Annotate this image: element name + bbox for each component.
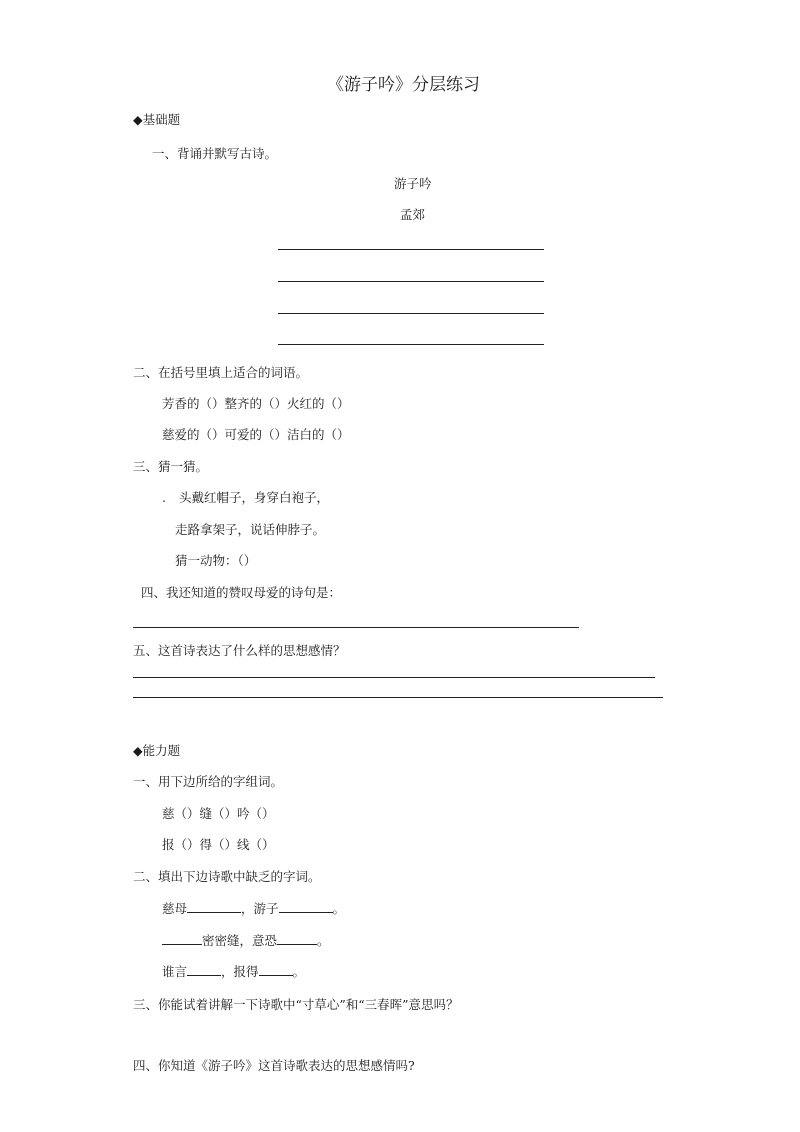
fill-blank[interactable] [279, 900, 333, 913]
basic-q2-prompt: 二、在括号里填上适合的词语。 [133, 365, 309, 380]
fill-blank[interactable] [187, 900, 241, 913]
basic-q5-answer-line-2[interactable] [133, 697, 663, 698]
basic-q5-answer-line-1[interactable] [133, 677, 655, 678]
riddle-answer: 猜一动物：（） [175, 553, 257, 568]
basic-q3-prompt: 三、猜一猜。 [133, 459, 209, 474]
adv-q2-l1-text-c: 。 [332, 901, 346, 916]
fill-blank[interactable] [259, 963, 293, 976]
poem-write-line-4[interactable] [278, 344, 544, 345]
adv-q1-prompt: 一、用下边所给的字组词。 [133, 774, 284, 789]
basic-q1-prompt: 一、背诵并默写古诗。 [152, 146, 278, 161]
basic-q4-prompt: 四、我还知道的赞叹母爱的诗句是： [141, 585, 342, 600]
basic-q4-answer-line[interactable] [133, 627, 579, 628]
poem-write-line-2[interactable] [278, 281, 544, 282]
adv-q2-line-2 [162, 932, 330, 949]
adv-q2-prompt: 二、填出下边诗歌中缺乏的字词。 [133, 869, 321, 884]
fill-blank[interactable] [187, 963, 221, 976]
adv-q2-l2-text-b: 密密缝，意恐 [202, 933, 278, 948]
adv-q3-prompt: 三、你能试着讲解一下诗歌中“寸草心”和“三春晖”意思吗？ [133, 997, 459, 1012]
poem-author: 孟郊 [400, 207, 426, 222]
adv-q2-l1-text-b: ，游子 [241, 901, 279, 916]
fill-blank[interactable] [277, 932, 317, 945]
adv-q2-l1-text-a: 慈母 [162, 901, 188, 916]
adv-q2-line-1 [162, 900, 345, 917]
basic-q2-row-1: 芳香的（）整齐的（）火红的（） [162, 396, 350, 411]
basic-q5-prompt: 五、这首诗表达了什么样的思想感情？ [133, 643, 346, 658]
section-heading-basic: ◆基础题 [133, 112, 181, 127]
adv-q1-row-2: 报（）得（）线（） [162, 837, 275, 852]
adv-q4-prompt: 四、你知道《游子吟》这首诗歌表达的思想感情吗? [133, 1058, 415, 1073]
adv-q2-l2-text-c: 。 [317, 933, 330, 948]
riddle-marker: . [162, 490, 166, 505]
adv-q1-row-1: 慈（）缝（）吟（） [162, 806, 275, 821]
adv-q2-l3-text-a: 谁言 [162, 964, 188, 979]
section-heading-advanced: ◆能力题 [133, 743, 181, 758]
poem-write-line-1[interactable] [278, 249, 544, 250]
poem-write-line-3[interactable] [278, 313, 544, 314]
fill-blank[interactable] [162, 932, 202, 945]
adv-q2-l3-text-b: ，报得 [221, 964, 259, 979]
adv-q2-line-3 [162, 963, 305, 980]
riddle-line-2: 走路拿架子，说话伸脖子。 [175, 522, 326, 537]
adv-q2-l3-text-c: 。 [292, 964, 306, 979]
poem-title: 游子吟 [394, 176, 432, 191]
riddle-line-1: 头戴红帽子，身穿白袍子， [179, 490, 330, 505]
page-title: 《游子吟》分层练习 [327, 75, 480, 95]
basic-q2-row-2: 慈爱的（）可爱的（）洁白的（） [162, 427, 350, 442]
